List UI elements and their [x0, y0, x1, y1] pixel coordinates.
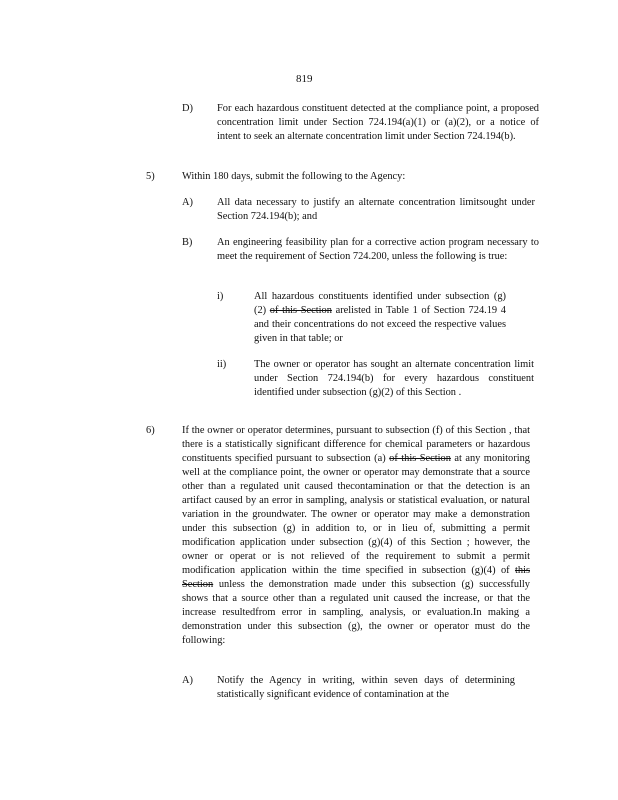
item-label: A) [182, 675, 193, 686]
item-text: For each hazardous constituent detected at the compliance point, a proposed concentration limit under Section 724.194(a)(1) or (a)(2), or a notice of intent to seek an alternate concentration limit under Section 724.194(b). [217, 103, 539, 142]
item-text [254, 290, 506, 346]
item-label: A) [182, 197, 193, 208]
item-text: Notify the Agency in writing, within seven days of determining statistically significant evidence of contamination at the [217, 675, 515, 700]
item-text: All data necessary to justify an alternate concentration limitsought under Section 724.194(b); and [217, 197, 535, 222]
item-text: The owner or operator has sought an alternate concentration limit under Section 724.194(b) for every hazardous constituent identified under subsection (g)(2) of this Section . [254, 359, 534, 398]
item-text: An engineering feasibility plan for a corrective action program necessary to meet the requirement of Section 724.200, unless the following is true: [217, 237, 539, 262]
item-label: i) [217, 291, 224, 302]
item-label: 6) [146, 425, 155, 436]
struck-text: of this Section [389, 453, 451, 464]
item-label: B) [182, 237, 193, 248]
item-text: Within 180 days, submit the following to the Agency: [182, 171, 406, 182]
item-text-after: arelisted in Table 1 of Section 724.19 4 and their concentrations do not exceed the respective values given in that table; or [254, 305, 506, 344]
struck-text: of this Section [269, 305, 332, 316]
item-label: 5) [146, 171, 155, 182]
struck-text: this Section [182, 565, 530, 590]
item-text [182, 424, 530, 648]
item-text-after: unless the demonstration made under this subsection (g) successfully shows that a source other than a regulated unit caused the increase, or that the increase resultedfrom error in sampling, analysis, or evaluation.In making a demonstration under this subsection (g), the owner or operator must do the following: [182, 579, 530, 646]
item-text-before: If the owner or operator determines, pursuant to subsection (f) of this Section , that there is a statistically significant difference for chemical parameters or hazardous constituents specified pursuant to subsection (a) [182, 425, 530, 464]
item-label: D) [182, 103, 193, 114]
item-text-before: All hazardous constituents identified under subsection (g)(2) [254, 291, 506, 316]
item-label: ii) [217, 359, 227, 370]
item-text-mid: at any monitoring well at the compliance point, the owner or operator may demonstrate that a source other than a regulated unit caused thecontamination or that the detection is an artifact caused by an error in sampling, analysis or statistical evaluation, or natural variation in the groundwater. The owner or operator may make a demonstration under this subsection (g) in addition to, or in lieu of, submitting a permit modification application under subsection (g)(4) of this Section ; however, the owner or operat or is not relieved of the requirement to submit a permit modification application within the time specified in subsection (g)(4) of [182, 453, 530, 576]
page-number: 819 [296, 73, 313, 85]
